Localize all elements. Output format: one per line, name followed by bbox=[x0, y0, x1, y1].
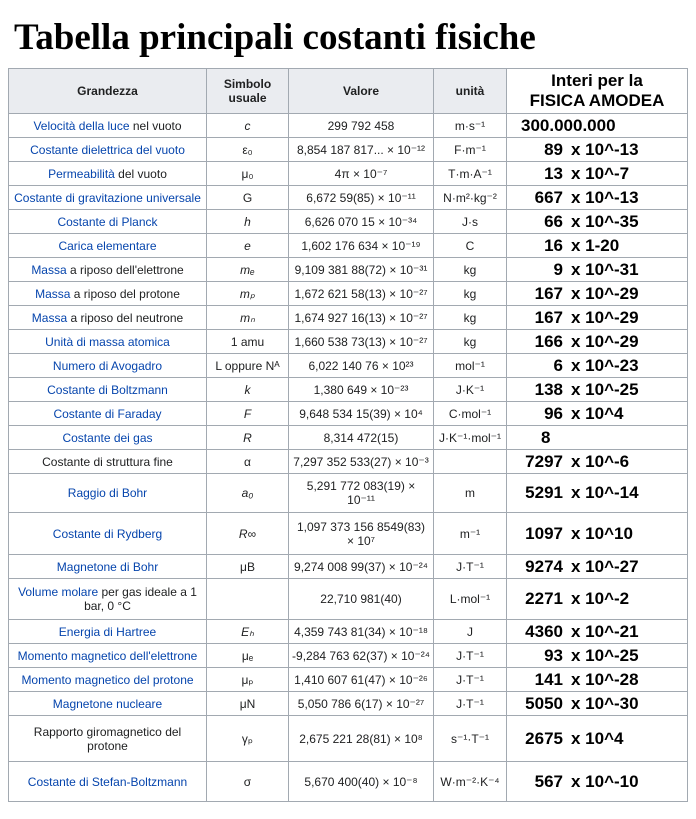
cell-valore: 1,410 607 61(47) × 10⁻²⁶ bbox=[289, 668, 434, 692]
integer-value: 667 bbox=[534, 187, 563, 207]
integer-exponent: x 10^-35 bbox=[571, 211, 639, 231]
cell-interi bbox=[507, 644, 688, 668]
header-unita: unità bbox=[434, 69, 507, 114]
integer-exponent: x 10^4 bbox=[571, 728, 624, 748]
integer-exponent: x 10^-13 bbox=[571, 187, 639, 207]
cell-unita: mol⁻¹ bbox=[434, 354, 507, 378]
cell-unita: J·s bbox=[434, 210, 507, 234]
integer-exponent: x 10^-21 bbox=[571, 621, 639, 641]
cell-interi bbox=[507, 762, 688, 802]
cell-grandezza bbox=[9, 716, 207, 762]
cell-valore: 5,050 786 6(17) × 10⁻²⁷ bbox=[289, 692, 434, 716]
cell-grandezza bbox=[9, 114, 207, 138]
cell-unita: C·mol⁻¹ bbox=[434, 402, 507, 426]
constants-table bbox=[8, 68, 688, 802]
cell-grandezza bbox=[9, 258, 207, 282]
cell-unita: kg bbox=[434, 282, 507, 306]
cell-simbolo: G bbox=[207, 186, 289, 210]
cell-interi bbox=[507, 620, 688, 644]
table-row bbox=[9, 354, 688, 378]
quantity-name-text: a riposo del protone bbox=[70, 286, 180, 301]
cell-simbolo: F bbox=[207, 402, 289, 426]
cell-simbolo: μₚ bbox=[207, 668, 289, 692]
cell-grandezza bbox=[9, 354, 207, 378]
cell-unita: J·T⁻¹ bbox=[434, 692, 507, 716]
integer-exponent: x 10^-13 bbox=[571, 139, 639, 159]
cell-interi bbox=[507, 668, 688, 692]
cell-interi bbox=[507, 114, 688, 138]
cell-unita: J·T⁻¹ bbox=[434, 644, 507, 668]
table-row bbox=[9, 234, 688, 258]
table-row bbox=[9, 114, 688, 138]
integer-value: 167 bbox=[534, 283, 563, 303]
table-row bbox=[9, 450, 688, 474]
integer-value: 5291 bbox=[525, 483, 563, 502]
table-row bbox=[9, 474, 688, 513]
cell-grandezza bbox=[9, 762, 207, 802]
integer-value: 6 bbox=[553, 355, 563, 375]
cell-grandezza bbox=[9, 162, 207, 186]
integer-value: 138 bbox=[534, 379, 563, 399]
quantity-link[interactable]: Numero di Avogadro bbox=[52, 358, 163, 373]
cell-unita: J·T⁻¹ bbox=[434, 555, 507, 579]
integer-value: 1097 bbox=[525, 523, 563, 543]
cell-grandezza bbox=[9, 210, 207, 234]
cell-unita: m bbox=[434, 474, 507, 513]
integer-value: 93 bbox=[544, 645, 563, 665]
cell-valore: 299 792 458 bbox=[289, 114, 434, 138]
cell-grandezza bbox=[9, 234, 207, 258]
cell-simbolo: c bbox=[207, 114, 289, 138]
cell-valore: 7,297 352 533(27) × 10⁻³ bbox=[289, 450, 434, 474]
quantity-link[interactable]: Permeabilità bbox=[48, 166, 115, 181]
integer-exponent: x 10^-29 bbox=[571, 283, 639, 303]
cell-valore: 1,602 176 634 × 10⁻¹⁹ bbox=[289, 234, 434, 258]
header-simbolo: Simbolo usuale bbox=[207, 69, 289, 114]
cell-simbolo: μ₀ bbox=[207, 162, 289, 186]
cell-simbolo: h bbox=[207, 210, 289, 234]
cell-grandezza bbox=[9, 402, 207, 426]
integer-value: 166 bbox=[534, 331, 563, 351]
cell-simbolo: μB bbox=[207, 555, 289, 579]
cell-interi bbox=[507, 330, 688, 354]
cell-interi bbox=[507, 402, 688, 426]
cell-interi bbox=[507, 474, 688, 513]
cell-simbolo: mₙ bbox=[207, 306, 289, 330]
cell-interi bbox=[507, 716, 688, 762]
cell-grandezza bbox=[9, 692, 207, 716]
cell-simbolo bbox=[207, 579, 289, 620]
cell-interi bbox=[507, 138, 688, 162]
cell-valore: 5,291 772 083(19) × 10⁻¹¹ bbox=[289, 474, 434, 513]
cell-valore: 2,675 221 28(81) × 10⁸ bbox=[289, 716, 434, 762]
cell-simbolo: ε₀ bbox=[207, 138, 289, 162]
cell-unita: kg bbox=[434, 306, 507, 330]
cell-grandezza bbox=[9, 620, 207, 644]
integer-exponent: x 10^10 bbox=[571, 523, 633, 543]
cell-interi bbox=[507, 378, 688, 402]
cell-unita: J bbox=[434, 620, 507, 644]
cell-interi bbox=[507, 306, 688, 330]
cell-valore: 9,274 008 99(37) × 10⁻²⁴ bbox=[289, 555, 434, 579]
cell-unita: kg bbox=[434, 330, 507, 354]
page-title: Tabella principali costanti fisiche bbox=[14, 17, 536, 58]
quantity-link[interactable]: Momento magnetico del protone bbox=[21, 672, 194, 687]
quantity-link[interactable]: Volume molare bbox=[18, 585, 99, 599]
integer-exponent: x 10^-25 bbox=[571, 379, 639, 399]
table-row bbox=[9, 644, 688, 668]
cell-simbolo: μN bbox=[207, 692, 289, 716]
integer-value: 141 bbox=[534, 669, 563, 689]
cell-interi bbox=[507, 426, 688, 450]
cell-unita: N·m²·kg⁻² bbox=[434, 186, 507, 210]
quantity-link[interactable]: Costante di Planck bbox=[57, 214, 158, 229]
cell-simbolo: a₀ bbox=[207, 474, 289, 513]
quantity-link[interactable]: Momento magnetico dell'elettrone bbox=[17, 648, 198, 663]
cell-simbolo: mₚ bbox=[207, 282, 289, 306]
cell-interi bbox=[507, 186, 688, 210]
table-row bbox=[9, 162, 688, 186]
cell-unita: J·K⁻¹ bbox=[434, 378, 507, 402]
integer-exponent: x 10^-31 bbox=[571, 259, 639, 279]
integer-exponent: x 10^-25 bbox=[571, 645, 639, 665]
quantity-link[interactable]: Costante di Faraday bbox=[53, 406, 162, 421]
quantity-link[interactable]: Massa bbox=[31, 310, 68, 325]
cell-valore: 1,380 649 × 10⁻²³ bbox=[289, 378, 434, 402]
quantity-name-text: a riposo dell'elettrone bbox=[66, 262, 184, 277]
quantity-name-text: per gas ideale a 1 bar, 0 °C bbox=[84, 585, 197, 613]
integer-exponent: x 10^-6 bbox=[571, 451, 630, 471]
cell-simbolo: 1 amu bbox=[207, 330, 289, 354]
header-interi-line1: Interi per la bbox=[551, 71, 643, 90]
cell-unita bbox=[434, 450, 507, 474]
cell-unita: C bbox=[434, 234, 507, 258]
table-row bbox=[9, 692, 688, 716]
cell-interi bbox=[507, 258, 688, 282]
cell-valore: 1,097 373 156 8549(83) × 10⁷ bbox=[289, 513, 434, 555]
integer-value: 567 bbox=[534, 771, 563, 791]
integer-exponent: x 10^-10 bbox=[571, 771, 639, 791]
cell-interi bbox=[507, 282, 688, 306]
cell-unita: J·T⁻¹ bbox=[434, 668, 507, 692]
integer-value: 9274 bbox=[525, 556, 563, 576]
table-row bbox=[9, 555, 688, 579]
quantity-link[interactable]: Magnetone di Bohr bbox=[56, 559, 159, 574]
cell-simbolo: e bbox=[207, 234, 289, 258]
cell-grandezza bbox=[9, 282, 207, 306]
quantity-name-text: Rapporto giromagnetico del protone bbox=[33, 724, 182, 753]
table-row bbox=[9, 716, 688, 762]
integer-exponent: x 10^-30 bbox=[571, 693, 639, 713]
cell-unita: T·m·A⁻¹ bbox=[434, 162, 507, 186]
quantity-name-text: nel vuoto bbox=[129, 118, 182, 133]
quantity-link[interactable]: Energia di Hartree bbox=[58, 624, 157, 639]
table-row bbox=[9, 620, 688, 644]
integer-exponent: x 10^-28 bbox=[571, 669, 639, 689]
table-row bbox=[9, 762, 688, 802]
cell-grandezza bbox=[9, 644, 207, 668]
integer-value: 4360 bbox=[525, 621, 563, 641]
cell-simbolo: μₑ bbox=[207, 644, 289, 668]
cell-simbolo: L oppure Nᴬ bbox=[207, 354, 289, 378]
integer-exponent: x 10^-27 bbox=[571, 556, 639, 576]
cell-simbolo: mₑ bbox=[207, 258, 289, 282]
quantity-link[interactable]: Magnetone nucleare bbox=[52, 696, 163, 711]
integer-exponent: x 1-20 bbox=[571, 235, 620, 255]
integer-exponent: x 10^-23 bbox=[571, 355, 639, 375]
integer-exponent: x 10^-2 bbox=[571, 589, 630, 608]
quantity-name-text: Costante di struttura fine bbox=[42, 454, 173, 469]
cell-valore: 4,359 743 81(34) × 10⁻¹⁸ bbox=[289, 620, 434, 644]
cell-grandezza bbox=[9, 513, 207, 555]
integer-value: 66 bbox=[544, 211, 563, 231]
cell-interi bbox=[507, 692, 688, 716]
integer-value: 7297 bbox=[525, 451, 563, 471]
table-row bbox=[9, 186, 688, 210]
cell-grandezza bbox=[9, 668, 207, 692]
cell-valore: 8,854 187 817... × 10⁻¹² bbox=[289, 138, 434, 162]
quantity-link[interactable]: Massa bbox=[35, 286, 71, 301]
quantity-link[interactable]: Carica elementare bbox=[58, 238, 157, 253]
integer-value: 89 bbox=[544, 139, 563, 159]
cell-interi bbox=[507, 210, 688, 234]
integer-value: 9 bbox=[553, 259, 563, 279]
cell-grandezza bbox=[9, 579, 207, 620]
cell-valore: 8,314 472(15) bbox=[289, 426, 434, 450]
table-row bbox=[9, 402, 688, 426]
cell-simbolo: γₚ bbox=[207, 716, 289, 762]
cell-interi bbox=[507, 450, 688, 474]
header-row bbox=[9, 69, 688, 114]
integer-exponent: x 10^-7 bbox=[571, 163, 630, 183]
table-row bbox=[9, 426, 688, 450]
cell-interi bbox=[507, 579, 688, 620]
cell-grandezza bbox=[9, 330, 207, 354]
cell-unita: m·s⁻¹ bbox=[434, 114, 507, 138]
cell-unita: s⁻¹·T⁻¹ bbox=[434, 716, 507, 762]
integer-value: 2271 bbox=[525, 589, 563, 608]
quantity-link[interactable]: Raggio di Bohr bbox=[67, 486, 148, 500]
cell-unita: W·m⁻²·K⁻⁴ bbox=[434, 762, 507, 802]
cell-grandezza bbox=[9, 426, 207, 450]
integer-exponent: x 10^-29 bbox=[571, 307, 639, 327]
table-row bbox=[9, 330, 688, 354]
header-grandezza: Grandezza bbox=[9, 69, 207, 114]
header-interi bbox=[507, 69, 688, 114]
integer-value: 300.000.000 bbox=[521, 115, 616, 135]
table-row bbox=[9, 579, 688, 620]
cell-valore: 4π × 10⁻⁷ bbox=[289, 162, 434, 186]
integer-value: 5050 bbox=[525, 693, 563, 713]
cell-simbolo: R bbox=[207, 426, 289, 450]
integer-value: 167 bbox=[534, 307, 563, 327]
cell-unita: J·K⁻¹·mol⁻¹ bbox=[434, 426, 507, 450]
quantity-link[interactable]: Costante di gravitazione universale bbox=[14, 190, 201, 205]
integer-value: 2675 bbox=[525, 728, 563, 748]
table-row bbox=[9, 282, 688, 306]
quantity-link[interactable]: Massa bbox=[31, 262, 67, 277]
quantity-link[interactable]: Costante di Boltzmann bbox=[47, 382, 168, 397]
cell-unita: kg bbox=[434, 258, 507, 282]
cell-grandezza bbox=[9, 138, 207, 162]
cell-grandezza bbox=[9, 378, 207, 402]
integer-exponent: x 10^-29 bbox=[571, 331, 639, 351]
cell-simbolo: R∞ bbox=[207, 513, 289, 555]
table-row bbox=[9, 138, 688, 162]
quantity-link[interactable]: Costante di Stefan-Boltzmann bbox=[27, 774, 188, 789]
cell-interi bbox=[507, 513, 688, 555]
cell-simbolo: k bbox=[207, 378, 289, 402]
quantity-link[interactable]: Costante di Rydberg bbox=[52, 526, 163, 541]
cell-valore: 5,670 400(40) × 10⁻⁸ bbox=[289, 762, 434, 802]
cell-valore: 1,672 621 58(13) × 10⁻²⁷ bbox=[289, 282, 434, 306]
integer-exponent: x 10^4 bbox=[571, 403, 624, 423]
table-row bbox=[9, 258, 688, 282]
quantity-link[interactable]: Unità di massa atomica bbox=[45, 334, 170, 349]
cell-simbolo: Eₕ bbox=[207, 620, 289, 644]
cell-valore: 22,710 981(40) bbox=[289, 579, 434, 620]
cell-grandezza bbox=[9, 474, 207, 513]
table-row bbox=[9, 306, 688, 330]
cell-simbolo: σ bbox=[207, 762, 289, 802]
cell-grandezza bbox=[9, 555, 207, 579]
table-row bbox=[9, 378, 688, 402]
cell-grandezza bbox=[9, 306, 207, 330]
cell-unita: m⁻¹ bbox=[434, 513, 507, 555]
cell-valore: 6,672 59(85) × 10⁻¹¹ bbox=[289, 186, 434, 210]
cell-valore: 1,660 538 73(13) × 10⁻²⁷ bbox=[289, 330, 434, 354]
cell-interi bbox=[507, 162, 688, 186]
quantity-name-text: a riposo del neutrone bbox=[67, 310, 184, 325]
cell-valore: 9,109 381 88(72) × 10⁻³¹ bbox=[289, 258, 434, 282]
header-interi-line2: FISICA AMODEA bbox=[529, 91, 665, 110]
integer-value: 8 bbox=[541, 427, 551, 447]
cell-grandezza bbox=[9, 186, 207, 210]
integer-value: 96 bbox=[544, 403, 563, 423]
table-row bbox=[9, 210, 688, 234]
quantity-name-text: del vuoto bbox=[114, 166, 167, 181]
cell-valore: 6,626 070 15 × 10⁻³⁴ bbox=[289, 210, 434, 234]
cell-interi bbox=[507, 555, 688, 579]
header-valore: Valore bbox=[289, 69, 434, 114]
cell-simbolo: α bbox=[207, 450, 289, 474]
cell-valore: -9,284 763 62(37) × 10⁻²⁴ bbox=[289, 644, 434, 668]
cell-interi bbox=[507, 354, 688, 378]
quantity-link[interactable]: Costante dielettrica del vuoto bbox=[30, 142, 185, 157]
cell-valore: 1,674 927 16(13) × 10⁻²⁷ bbox=[289, 306, 434, 330]
integer-exponent: x 10^-14 bbox=[571, 483, 639, 502]
quantity-link[interactable]: Velocità della luce bbox=[33, 118, 130, 133]
table-row bbox=[9, 668, 688, 692]
cell-valore: 9,648 534 15(39) × 10⁴ bbox=[289, 402, 434, 426]
integer-value: 13 bbox=[544, 163, 563, 183]
table-row bbox=[9, 513, 688, 555]
cell-unita: F·m⁻¹ bbox=[434, 138, 507, 162]
cell-interi bbox=[507, 234, 688, 258]
cell-unita: L·mol⁻¹ bbox=[434, 579, 507, 620]
integer-value: 16 bbox=[544, 235, 563, 255]
cell-grandezza bbox=[9, 450, 207, 474]
cell-valore: 6,022 140 76 × 10²³ bbox=[289, 354, 434, 378]
quantity-link[interactable]: Costante dei gas bbox=[62, 430, 153, 445]
